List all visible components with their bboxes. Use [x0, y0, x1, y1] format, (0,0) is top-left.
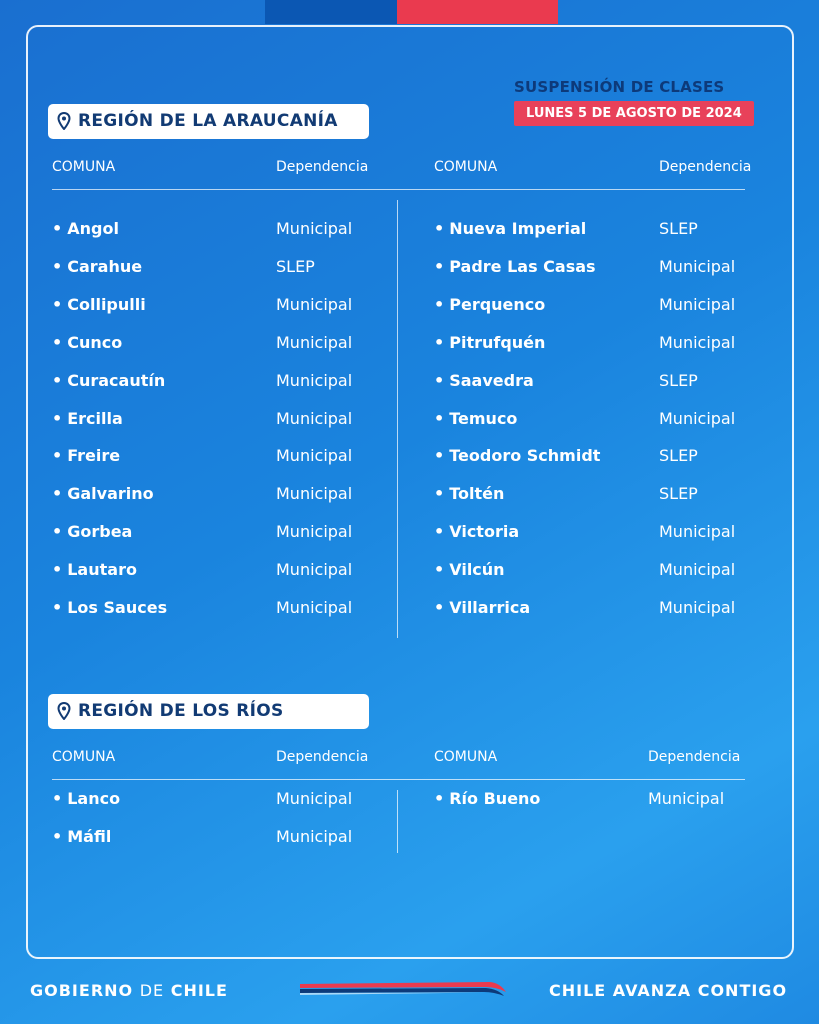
government-logo-text [30, 981, 228, 1000]
list-item [52, 409, 412, 433]
dependencia-value: SLEP [659, 484, 698, 504]
comuna-name: • Pitrufquén [434, 333, 545, 352]
list-item [434, 333, 794, 357]
list-item [52, 484, 412, 508]
comuna-name: • Perquenco [434, 295, 545, 314]
list-item [434, 295, 794, 319]
list-item [434, 371, 794, 395]
list-item [434, 560, 794, 584]
gov-word-1: GOBIERNO [30, 981, 134, 1000]
list-item [434, 522, 794, 546]
location-pin-icon [57, 112, 71, 130]
announcement-title: SUSPENSIÓN DE CLASES [514, 78, 725, 96]
comuna-name: • Lautaro [52, 560, 137, 579]
dependencia-value: Municipal [659, 256, 736, 276]
top-bar-blue-segment [265, 0, 397, 24]
comuna-name: • Carahue [52, 257, 142, 276]
list-item [52, 371, 412, 395]
dependencia-value: SLEP [659, 446, 698, 466]
dependencia-value: Municipal [276, 446, 353, 466]
list-item [52, 522, 412, 546]
list-item [434, 257, 794, 281]
comuna-name: • Nueva Imperial [434, 219, 586, 238]
list-item [52, 560, 412, 584]
column-header-comuna: COMUNA [52, 159, 116, 175]
comuna-name: • Los Sauces [52, 598, 167, 617]
dependencia-value: Municipal [648, 789, 725, 808]
column-header-dependencia: Dependencia [648, 749, 741, 765]
list-item [52, 789, 412, 813]
comuna-name: • Curacautín [52, 371, 165, 390]
comuna-name: • Collipulli [52, 295, 146, 314]
dependencia-value: Municipal [659, 522, 736, 542]
dependencia-value: SLEP [276, 256, 315, 276]
comuna-name: • Cunco [52, 333, 122, 352]
column-header-comuna: COMUNA [434, 159, 498, 175]
region-los-rios-title [48, 694, 369, 729]
dependencia-value: Municipal [276, 332, 353, 352]
dependencia-value: Municipal [276, 294, 353, 314]
dependencia-value: Municipal [659, 408, 736, 428]
comuna-name: • Vilcún [434, 560, 505, 579]
comuna-name: • Gorbea [52, 522, 132, 541]
list-item [52, 827, 412, 851]
flag-stripes-graphic [300, 980, 506, 996]
column-header-dependencia: Dependencia [659, 159, 752, 175]
list-item [434, 484, 794, 508]
list-item [434, 446, 794, 470]
top-bar-red-segment [397, 0, 558, 24]
comuna-name: • Padre Las Casas [434, 257, 596, 276]
region-title-text: REGIÓN DE LA ARAUCANÍA [78, 111, 338, 131]
slogan-text: CHILE AVANZA CONTIGO [549, 981, 788, 1000]
comuna-name: • Freire [52, 446, 120, 465]
comuna-name: • Toltén [434, 484, 504, 503]
list-item [52, 446, 412, 470]
dependencia-value: Municipal [659, 598, 736, 617]
dependencia-value: Municipal [659, 294, 736, 314]
column-header-dependencia: Dependencia [276, 159, 369, 175]
dependencia-value: Municipal [276, 827, 353, 846]
dependencia-value: Municipal [276, 789, 353, 808]
dependencia-value: Municipal [659, 332, 736, 352]
column-header-comuna: COMUNA [52, 749, 116, 765]
dependencia-value: Municipal [276, 560, 353, 580]
comuna-name: • Máfil [52, 827, 111, 846]
dependencia-value: SLEP [659, 219, 698, 238]
list-item [434, 789, 794, 813]
column-header-comuna: COMUNA [434, 749, 498, 765]
header-divider [52, 189, 745, 190]
gov-word-3: CHILE [170, 981, 228, 1000]
dependencia-value: Municipal [276, 219, 353, 238]
header-divider [52, 779, 745, 780]
dependencia-value: Municipal [276, 370, 353, 390]
list-item [52, 598, 412, 622]
comuna-name: • Angol [52, 219, 119, 238]
comuna-name: • Lanco [52, 789, 120, 808]
dependencia-value: SLEP [659, 370, 698, 390]
dependencia-value: Municipal [276, 484, 353, 504]
dependencia-value: Municipal [659, 560, 736, 580]
comuna-name: • Saavedra [434, 371, 534, 390]
list-item [52, 257, 412, 281]
dependencia-value: Municipal [276, 522, 353, 542]
list-item [52, 219, 412, 243]
comuna-name: • Teodoro Schmidt [434, 446, 600, 465]
comuna-name: • Ercilla [52, 409, 123, 428]
comuna-name: • Río Bueno [434, 789, 540, 808]
region-araucania-title [48, 104, 369, 139]
list-item [434, 409, 794, 433]
dependencia-value: Municipal [276, 598, 353, 617]
location-pin-icon [57, 702, 71, 720]
list-item [52, 333, 412, 357]
list-item [434, 219, 794, 243]
list-item [52, 295, 412, 319]
dependencia-value: Municipal [276, 408, 353, 428]
comuna-name: • Temuco [434, 409, 517, 428]
region-title-text: REGIÓN DE LOS RÍOS [78, 701, 284, 721]
date-badge: LUNES 5 DE AGOSTO DE 2024 [514, 101, 754, 126]
comuna-name: • Victoria [434, 522, 519, 541]
comuna-name: • Villarrica [434, 598, 530, 617]
top-flag-bar [265, 0, 558, 24]
gov-word-2: DE [139, 981, 165, 1000]
list-item [434, 598, 794, 622]
column-header-dependencia: Dependencia [276, 749, 369, 765]
comuna-name: • Galvarino [52, 484, 154, 503]
